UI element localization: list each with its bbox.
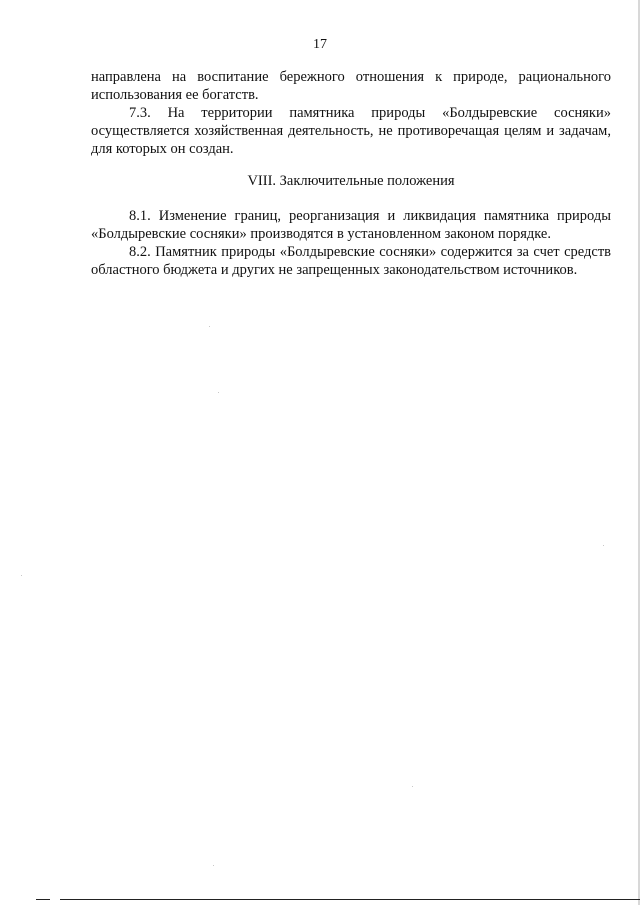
page-number: 17 [313,37,327,52]
paragraph-7-3: 7.3. На территории памятника природы «Болдыревские сосняки» осуществляется хозяйственная деятельность, не противоречащая целям и задачам, для которых он создан. [91,105,611,157]
text-block-final-provisions [91,207,611,279]
scan-speck [21,575,22,576]
section-heading: VIII. Заключительные положения [247,173,455,189]
scan-speck [218,392,219,393]
scan-speck [412,786,413,787]
bottom-rule-dash [36,899,50,900]
scan-speck [603,545,604,546]
bottom-rule [60,899,640,900]
paragraph-8-2: 8.2. Памятник природы «Болдыревские сосняки» содержится за счет средств областного бюджета и других не запрещенных законодательством источников. [91,244,611,278]
paragraph-continuation: направлена на воспитание бережного отношения к природе, рационального использования ее богатств. [91,69,611,103]
scan-speck [213,865,214,866]
paragraph-8-1: 8.1. Изменение границ, реорганизация и ликвидация памятника природы «Болдыревские сосняки» производятся в установленном законом порядке. [91,208,611,242]
scan-speck [209,326,210,327]
text-block-continued [91,68,611,158]
